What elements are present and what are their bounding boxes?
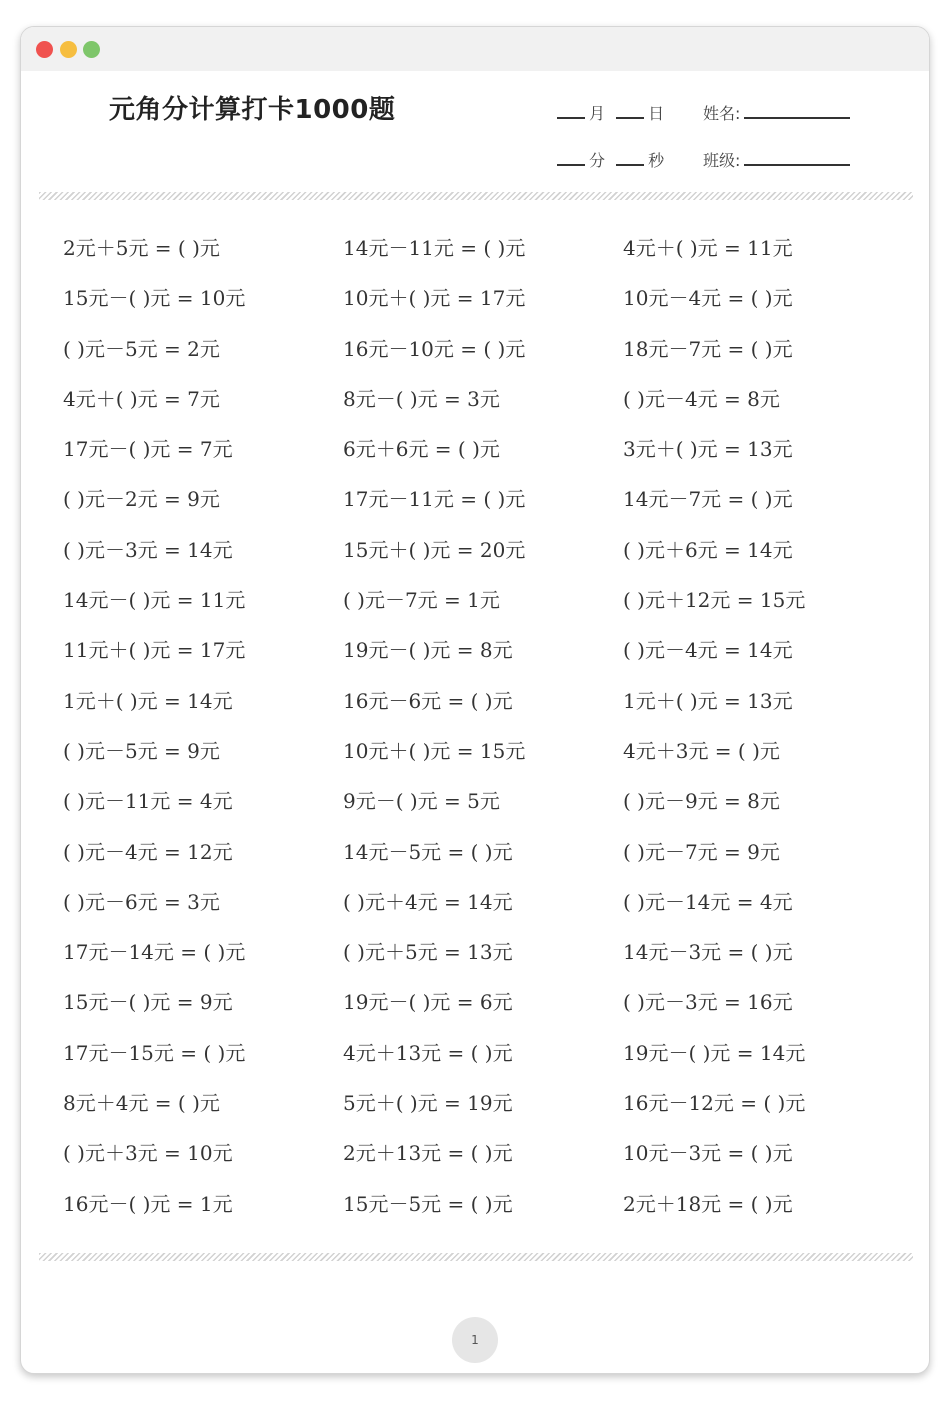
math-problem: 1元＋( )元 = 13元 <box>623 688 793 713</box>
math-problem: ( )元＋3元 = 10元 <box>63 1141 233 1166</box>
problem-row <box>63 487 923 537</box>
math-problem: 4元＋( )元 = 7元 <box>63 386 220 411</box>
problem-row <box>63 1091 923 1141</box>
problem-row <box>63 689 923 739</box>
problem-row <box>63 538 923 588</box>
math-problem: 17元－15元 = ( )元 <box>63 1040 246 1065</box>
math-problem: ( )元－14元 = 4元 <box>623 889 793 914</box>
math-problem: 10元－4元 = ( )元 <box>623 286 793 311</box>
name-label: 姓名: <box>703 104 741 123</box>
month-blank[interactable] <box>557 116 585 119</box>
math-problem: 18元－7元 = ( )元 <box>623 336 793 361</box>
problem-grid <box>63 236 923 1242</box>
page-number-badge: 1 <box>452 1317 498 1363</box>
problem-row <box>63 890 923 940</box>
second-label: 秒 <box>648 151 665 170</box>
problem-row <box>63 789 923 839</box>
math-problem: ( )元－4元 = 14元 <box>623 638 793 663</box>
math-problem: 14元－( )元 = 11元 <box>63 588 246 613</box>
top-hatched-divider <box>39 192 913 200</box>
math-problem: 17元－14元 = ( )元 <box>63 940 246 965</box>
math-problem: 16元－( )元 = 1元 <box>63 1191 233 1216</box>
class-blank[interactable] <box>744 163 850 166</box>
math-problem: 19元－( )元 = 14元 <box>623 1040 806 1065</box>
math-problem: 4元＋( )元 = 11元 <box>623 236 793 260</box>
math-problem: 16元－10元 = ( )元 <box>343 336 526 361</box>
math-problem: 15元－( )元 = 10元 <box>63 286 246 311</box>
math-problem: ( )元＋4元 = 14元 <box>343 889 513 914</box>
math-problem: 11元＋( )元 = 17元 <box>63 638 246 663</box>
math-problem: 2元＋5元 = ( )元 <box>63 236 220 260</box>
math-problem: 15元＋( )元 = 20元 <box>343 537 526 562</box>
math-problem: 14元－11元 = ( )元 <box>343 236 526 260</box>
math-problem: 3元＋( )元 = 13元 <box>623 437 793 462</box>
math-problem: 15元－( )元 = 9元 <box>63 990 233 1015</box>
minute-blank[interactable] <box>557 163 585 166</box>
problem-row <box>63 840 923 890</box>
day-blank[interactable] <box>616 116 644 119</box>
math-problem: 14元－3元 = ( )元 <box>623 940 793 965</box>
name-line <box>703 101 850 124</box>
math-problem: 8元＋4元 = ( )元 <box>63 1091 220 1116</box>
math-problem: ( )元－5元 = 2元 <box>63 336 220 361</box>
problem-row <box>63 940 923 990</box>
math-problem: 9元－( )元 = 5元 <box>343 789 500 814</box>
maximize-window-dot[interactable] <box>83 41 100 58</box>
problem-row <box>63 337 923 387</box>
math-problem: 2元＋18元 = ( )元 <box>623 1191 793 1216</box>
math-problem: ( )元－4元 = 12元 <box>63 839 233 864</box>
problem-row <box>63 638 923 688</box>
problem-row <box>63 1041 923 1091</box>
math-problem: 4元＋13元 = ( )元 <box>343 1040 513 1065</box>
math-problem: ( )元＋6元 = 14元 <box>623 537 793 562</box>
page-title: 元角分计算打卡1000题 <box>109 95 396 125</box>
math-problem: ( )元－9元 = 8元 <box>623 789 780 814</box>
math-problem: 17元－( )元 = 7元 <box>63 437 233 462</box>
math-problem: 16元－6元 = ( )元 <box>343 688 513 713</box>
window-titlebar <box>21 27 929 71</box>
math-problem: 19元－( )元 = 8元 <box>343 638 513 663</box>
worksheet-window <box>20 26 930 1374</box>
minimize-window-dot[interactable] <box>60 41 77 58</box>
problem-row <box>63 286 923 336</box>
math-problem: 10元＋( )元 = 15元 <box>343 738 526 763</box>
close-window-dot[interactable] <box>36 41 53 58</box>
math-problem: 14元－7元 = ( )元 <box>623 487 793 512</box>
math-problem: 8元－( )元 = 3元 <box>343 386 500 411</box>
math-problem: ( )元－6元 = 3元 <box>63 889 220 914</box>
bottom-hatched-divider <box>39 1253 913 1261</box>
math-problem: ( )元－2元 = 9元 <box>63 487 220 512</box>
name-blank[interactable] <box>744 116 850 119</box>
problem-row <box>63 990 923 1040</box>
math-problem: ( )元＋5元 = 13元 <box>343 940 513 965</box>
math-problem: ( )元－5元 = 9元 <box>63 738 220 763</box>
problem-row <box>63 387 923 437</box>
math-problem: 16元－12元 = ( )元 <box>623 1091 806 1116</box>
time-line <box>557 148 664 171</box>
minute-label: 分 <box>589 151 606 170</box>
math-problem: 14元－5元 = ( )元 <box>343 839 513 864</box>
math-problem: 2元＋13元 = ( )元 <box>343 1141 513 1166</box>
math-problem: 10元＋( )元 = 17元 <box>343 286 526 311</box>
problem-row <box>63 739 923 789</box>
math-problem: 1元＋( )元 = 14元 <box>63 688 233 713</box>
class-line <box>703 148 850 171</box>
problem-row <box>63 588 923 638</box>
math-problem: ( )元－4元 = 8元 <box>623 386 780 411</box>
math-problem: 15元－5元 = ( )元 <box>343 1191 513 1216</box>
math-problem: 19元－( )元 = 6元 <box>343 990 513 1015</box>
math-problem: 5元＋( )元 = 19元 <box>343 1091 513 1116</box>
month-label: 月 <box>589 104 606 123</box>
problem-row <box>63 437 923 487</box>
class-label: 班级: <box>703 151 741 170</box>
math-problem: 10元－3元 = ( )元 <box>623 1141 793 1166</box>
problem-row <box>63 1141 923 1191</box>
second-blank[interactable] <box>616 163 644 166</box>
math-problem: ( )元－11元 = 4元 <box>63 789 233 814</box>
math-problem: ( )元－3元 = 16元 <box>623 990 793 1015</box>
problem-row <box>63 236 923 286</box>
math-problem: ( )元－7元 = 9元 <box>623 839 780 864</box>
math-problem: 17元－11元 = ( )元 <box>343 487 526 512</box>
day-label: 日 <box>648 104 665 123</box>
math-problem: 4元＋3元 = ( )元 <box>623 738 780 763</box>
math-problem: ( )元－7元 = 1元 <box>343 588 500 613</box>
problem-row <box>63 1192 923 1242</box>
math-problem: ( )元＋12元 = 15元 <box>623 588 806 613</box>
math-problem: ( )元－3元 = 14元 <box>63 537 233 562</box>
math-problem: 6元＋6元 = ( )元 <box>343 437 500 462</box>
date-line <box>557 101 664 124</box>
